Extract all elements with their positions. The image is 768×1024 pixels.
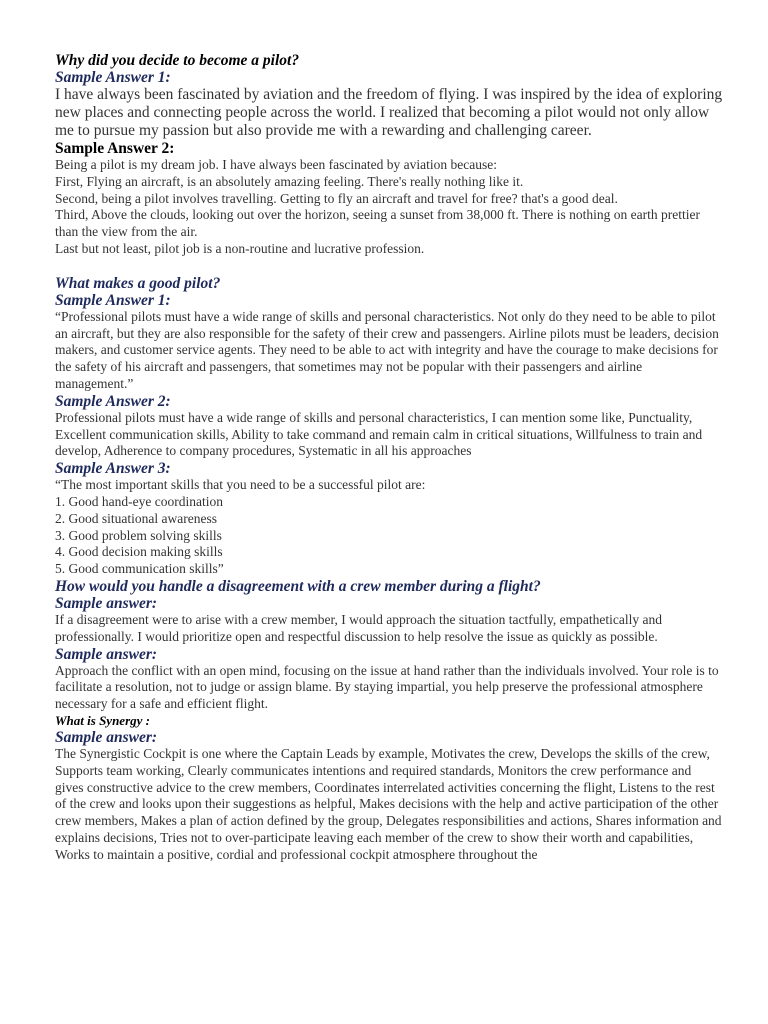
skill-line: 1. Good hand-eye coordination <box>55 493 223 509</box>
sample-answer-2-text: Professional pilots must have a wide range of skills and personal characteristics, I can mention some like, Punctuality, Excellent communication skills, Ability to take command and remain calm in critical situations, Willfulness to train and develop, Adherence to company procedures, Systematic in all his approaches <box>55 409 703 459</box>
question-become-pilot: Why did you decide to become a pilot? <box>55 52 300 69</box>
spacer <box>55 258 723 275</box>
skill-line: 4. Good decision making skills <box>55 544 223 560</box>
question-disagreement: How would you handle a disagreement with a crew member during a flight? <box>55 577 541 595</box>
answer-line: Third, Above the clouds, looking out over the horizon, seeing a sunset from 38,000 ft. There is nothing on earth prettier than the view from the air. <box>55 207 700 240</box>
answer-line: Second, being a pilot involves travelling. Getting to fly an aircraft and travel for free? that's a good deal. <box>55 190 618 206</box>
sample-answer-1-text: “Professional pilots must have a wide range of skills and personal characteristics. Not only do they need to be able to pilot an aircraft, but they are also responsible for the safety of their crew and passengers. Airline pilots must be leaders, decision makers, and customer service agents. They need to be able to act with integrity and have the courage to make decisions for the safety of his aircraft and passengers, that sometimes may not be popular with their passengers and airline management.” <box>55 308 719 391</box>
skill-line: 3. Good problem solving skills <box>55 527 222 543</box>
question-synergy: What is Synergy : <box>55 712 150 728</box>
sample-answer-text: If a disagreement were to arise with a crew member, I would approach the situation tactfully, empathetically and professionally. I would prioritize open and respectful discussion to help resolve the issue as quickly as possible. <box>55 611 662 644</box>
answer-line: Last but not least, pilot job is a non-routine and lucrative profession. <box>55 240 425 256</box>
sample-answer-text: The Synergistic Cockpit is one where the Captain Leads by example, Motivates the crew, Develops the skills of the crew, Supports team working, Clearly communicates intentions and required standards, Monitors the crew performance and gives constructive advice to the crew members, Coordinates interrelated activities concerning the flight, Listens to the rest of the crew and looks upon their suggestions as helpful, Makes decisions with the help and active participation of the other crew members, Makes a plan of action defined by the group, Delegates responsibilities and actions, Shares information and explains decisions, Tries not to over-participate leaving each member of the crew to show their worth and capabilities, Works to maintain a positive, cordial and professional cockpit atmosphere throughout the <box>55 745 722 862</box>
sample-answer-3-label: Sample Answer 3: <box>55 460 171 478</box>
sample-answer-2-label: Sample Answer 2: <box>55 392 171 410</box>
sample-answer-1-label: Sample Answer 1: <box>55 291 171 309</box>
skill-line: “The most important skills that you need to be a successful pilot are: <box>55 477 426 493</box>
sample-answer-text: Approach the conflict with an open mind, focusing on the issue at hand rather than the individuals involved. Your role is to facilitate a resolution, not to judge or assign blame. By staying impartial, you help preserve the professional atmosphere necessary for a safe and efficient flight. <box>55 662 719 712</box>
sample-answer-1-label: Sample Answer 1: <box>55 69 171 86</box>
answer-line: First, Flying an aircraft, is an absolutely amazing feeling. There's really nothing like it. <box>55 173 524 189</box>
sample-answer-2-label: Sample Answer 2: <box>55 140 175 157</box>
sample-answer-1-text: I have always been fascinated by aviation and the freedom of flying. I was inspired by the idea of exploring new places and connecting people across the world. I realized that becoming a pilot would not only allow me to pursue my passion but also provide me with a rewarding and challenging career. <box>55 86 723 139</box>
sample-answer-label: Sample answer: <box>55 728 158 746</box>
skill-line: 5. Good communication skills” <box>55 561 224 577</box>
sample-answer-label: Sample answer: <box>55 594 158 612</box>
skill-line: 2. Good situational awareness <box>55 510 217 526</box>
answer-line: Being a pilot is my dream job. I have always been fascinated by aviation because: <box>55 157 497 172</box>
question-good-pilot: What makes a good pilot? <box>55 274 221 292</box>
document-page <box>55 52 723 864</box>
sample-answer-label: Sample answer: <box>55 645 158 663</box>
